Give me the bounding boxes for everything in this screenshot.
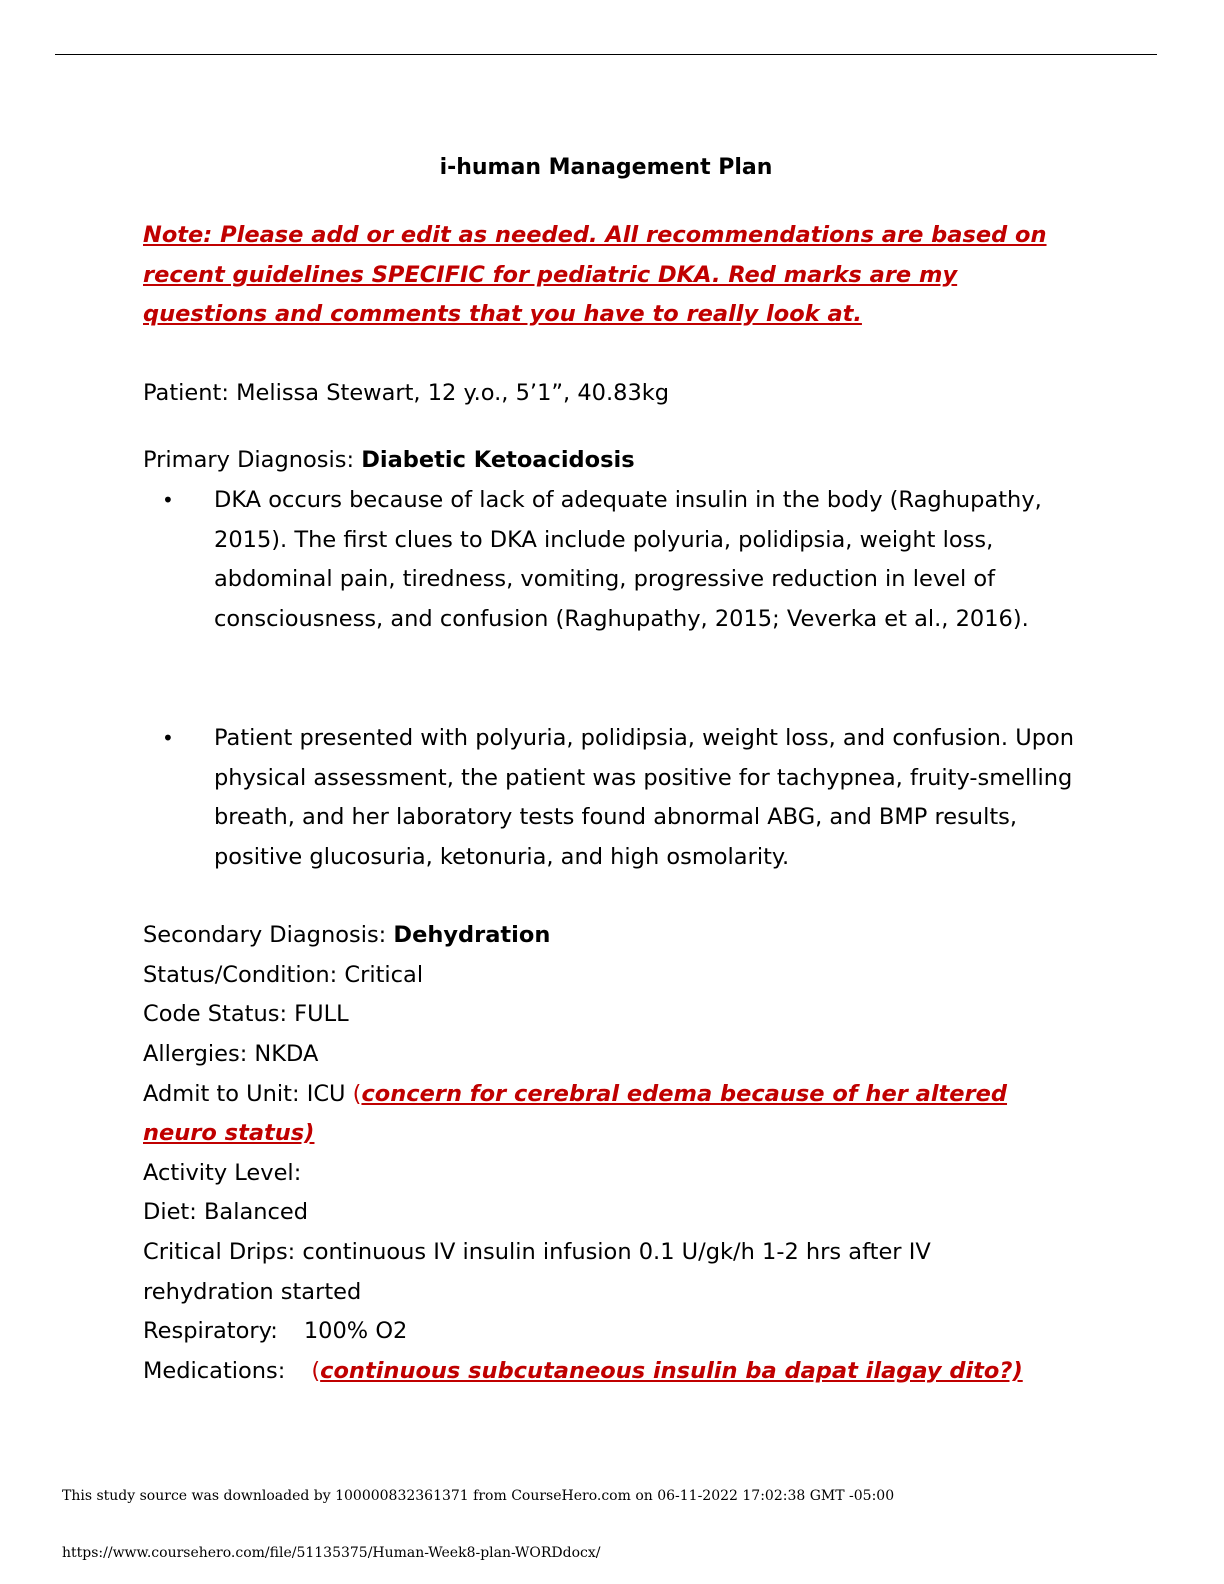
respiratory-label: Respiratory: bbox=[143, 1318, 278, 1344]
primary-diagnosis-value: Diabetic Ketoacidosis bbox=[361, 447, 635, 473]
critical-drips-line: Critical Drips: continuous IV insulin infusion 0.1 U/gk/h 1-2 hrs after IV rehydration started bbox=[143, 1239, 931, 1305]
primary-diagnosis-line bbox=[143, 441, 635, 481]
secondary-diagnosis-line bbox=[143, 916, 550, 956]
admit-line bbox=[143, 1075, 1007, 1115]
page-title: i-human Management Plan bbox=[439, 155, 773, 180]
footer-url[interactable]: https://www.coursehero.com/file/51135375/Human-Week8-plan-WORDdocx/ bbox=[62, 1545, 601, 1561]
admit-label: Admit to Unit: ICU bbox=[143, 1081, 353, 1107]
code-status-line: Code Status: FULL bbox=[143, 1001, 349, 1027]
respiratory-value: 100% O2 bbox=[303, 1318, 408, 1344]
activity-line: Activity Level: bbox=[143, 1160, 302, 1186]
top-rule bbox=[55, 54, 1157, 55]
medications-comment: continuous subcutaneous insulin ba dapat ilagay dito?) bbox=[320, 1358, 1023, 1384]
medications-label: Medications: bbox=[143, 1358, 286, 1384]
secondary-diagnosis-value: Dehydration bbox=[393, 922, 551, 948]
medications-paren: ( bbox=[311, 1358, 321, 1384]
bullet-icon: • bbox=[162, 488, 174, 512]
primary-diagnosis-label: Primary Diagnosis: bbox=[143, 447, 362, 473]
admit-comment-continued: neuro status) bbox=[143, 1120, 315, 1146]
patient-line: Patient: Melissa Stewart, 12 y.o., 5’1”, 40.83kg bbox=[143, 380, 670, 406]
admit-comment: concern for cerebral edema because of her altered bbox=[361, 1081, 1008, 1107]
admit-paren: ( bbox=[352, 1081, 362, 1107]
admit-line-continued bbox=[143, 1114, 314, 1154]
diagnosis-bullet: Patient presented with polyuria, polidipsia, weight loss, and confusion. Upon physical assessment, the patient was positive for tachypnea, fruity-smelling breath, and her laboratory tests found abnormal ABG, and BMP results, positive glucosuria, ketonuria, and high osmolarity. bbox=[214, 725, 1075, 871]
footer-source: This study source was downloaded by 100000832361371 from CourseHero.com on 06-11-2022 17:02:38 GMT -05:00 bbox=[62, 1488, 895, 1504]
allergies-line: Allergies: NKDA bbox=[143, 1041, 319, 1067]
reviewer-note: Note: Please add or edit as needed. All recommendations are based on recent guidelines SPECIFIC for pediatric DKA. Red marks are my questions and comments that you have to really look at. bbox=[143, 222, 1047, 328]
medications-line bbox=[143, 1352, 1023, 1392]
secondary-diagnosis-label: Secondary Diagnosis: bbox=[143, 922, 394, 948]
diet-line: Diet: Balanced bbox=[143, 1199, 308, 1225]
diagnosis-bullet: DKA occurs because of lack of adequate insulin in the body (Raghupathy, 2015). The first clues to DKA include polyuria, polidipsia, weight loss, abdominal pain, tiredness, vomiting, progressive reduction in level of consciousness, and confusion (Raghupathy, 2015; Veverka et al., 2016). bbox=[214, 487, 1042, 633]
bullet-icon: • bbox=[162, 726, 174, 750]
status-line: Status/Condition: Critical bbox=[143, 962, 424, 988]
respiratory-line bbox=[143, 1312, 407, 1352]
